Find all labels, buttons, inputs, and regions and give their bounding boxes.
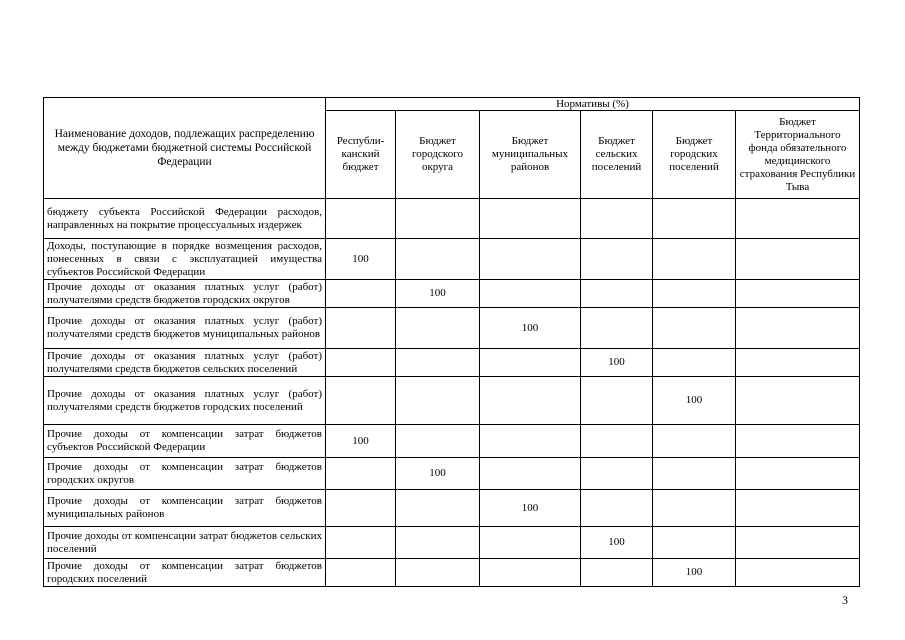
normative-value-cell: [581, 199, 653, 239]
normative-value-cell: [736, 349, 860, 377]
normative-value-cell: [326, 559, 396, 587]
normative-value-cell: [396, 239, 480, 280]
normative-value-cell: [480, 425, 581, 458]
normative-value-cell: [581, 280, 653, 308]
income-name-cell: Прочие доходы от компенсации затрат бюджетов городских поселений: [44, 559, 326, 587]
table-row: [44, 239, 860, 280]
normative-value-cell: [736, 490, 860, 527]
normative-value-cell: [396, 349, 480, 377]
normative-value-cell: [736, 308, 860, 349]
normative-value-cell: [326, 490, 396, 527]
normative-value-cell: [396, 527, 480, 559]
normative-value-cell: [396, 308, 480, 349]
normative-value-cell: [736, 280, 860, 308]
normatives-table: [43, 97, 860, 587]
income-name-cell: Прочие доходы от оказания платных услуг (работ) получателями средств бюджетов муниципальных районов: [44, 308, 326, 349]
income-name-cell: Прочие доходы от компенсации затрат бюджетов субъектов Российской Федерации: [44, 425, 326, 458]
normative-value-cell: [480, 239, 581, 280]
normative-value-cell: [480, 559, 581, 587]
header-col-municipal-districts: Бюджет муниципальных районов: [480, 111, 581, 199]
normative-value-cell: [326, 280, 396, 308]
normative-value-cell: [736, 425, 860, 458]
normative-value-cell: 100: [396, 280, 480, 308]
normative-value-cell: [326, 527, 396, 559]
normative-value-cell: 100: [480, 490, 581, 527]
normative-value-cell: 100: [326, 425, 396, 458]
normative-value-cell: [653, 199, 736, 239]
normative-value-cell: [581, 490, 653, 527]
normative-value-cell: [736, 377, 860, 425]
income-name-cell: Прочие доходы от компенсации затрат бюджетов муниципальных районов: [44, 490, 326, 527]
normative-value-cell: 100: [581, 349, 653, 377]
normative-value-cell: [736, 458, 860, 490]
normative-value-cell: [480, 280, 581, 308]
page-number: 3: [842, 593, 848, 607]
normative-value-cell: [396, 199, 480, 239]
normative-value-cell: [653, 308, 736, 349]
header-normatives-group: Нормативы (%): [326, 98, 860, 111]
normative-value-cell: [736, 559, 860, 587]
income-name-cell: Прочие доходы от оказания платных услуг (работ) получателями средств бюджетов городских поселений: [44, 377, 326, 425]
income-name-cell: Прочие доходы от компенсации затрат бюджетов городских округов: [44, 458, 326, 490]
table-row: [44, 458, 860, 490]
header-col-republican: Республи-канский бюджет: [326, 111, 396, 199]
normative-value-cell: [396, 377, 480, 425]
header-col-urban-settlements: Бюджет городских поселений: [653, 111, 736, 199]
normative-value-cell: [396, 425, 480, 458]
table-row: [44, 527, 860, 559]
normative-value-cell: [736, 527, 860, 559]
income-name-cell: Прочие доходы от оказания платных услуг (работ) получателями средств бюджетов городских округов: [44, 280, 326, 308]
normative-value-cell: [653, 490, 736, 527]
normative-value-cell: [653, 349, 736, 377]
table-row: [44, 280, 860, 308]
normative-value-cell: [581, 425, 653, 458]
normative-value-cell: [653, 527, 736, 559]
table-row: [44, 559, 860, 587]
normative-value-cell: [581, 559, 653, 587]
normative-value-cell: 100: [653, 377, 736, 425]
normative-value-cell: [653, 458, 736, 490]
normative-value-cell: [480, 527, 581, 559]
normative-value-cell: [326, 458, 396, 490]
table-row: [44, 308, 860, 349]
table-row: [44, 199, 860, 239]
normative-value-cell: [480, 199, 581, 239]
normative-value-cell: [326, 377, 396, 425]
normative-value-cell: [581, 458, 653, 490]
header-col-city-district: Бюджет городского округа: [396, 111, 480, 199]
table-body: [44, 199, 860, 587]
normative-value-cell: 100: [581, 527, 653, 559]
normative-value-cell: 100: [396, 458, 480, 490]
income-name-cell: Прочие доходы от компенсации затрат бюджетов сельских поселений: [44, 527, 326, 559]
normative-value-cell: [581, 239, 653, 280]
income-name-cell: Прочие доходы от оказания платных услуг (работ) получателями средств бюджетов сельских поселений: [44, 349, 326, 377]
income-name-cell: Доходы, поступающие в порядке возмещения расходов, понесенных в связи с эксплуатацией имущества субъектов Российской Федерации: [44, 239, 326, 280]
normative-value-cell: [326, 308, 396, 349]
header-col-health-fund: Бюджет Территориального фонда обязательного медицинского страхования Республики Тыва: [736, 111, 860, 199]
normative-value-cell: [326, 199, 396, 239]
normative-value-cell: [326, 349, 396, 377]
normative-value-cell: [736, 239, 860, 280]
normative-value-cell: 100: [653, 559, 736, 587]
table-row: [44, 349, 860, 377]
normative-value-cell: [736, 199, 860, 239]
normative-value-cell: [480, 349, 581, 377]
table-row: [44, 377, 860, 425]
normative-value-cell: [653, 239, 736, 280]
normative-value-cell: 100: [480, 308, 581, 349]
normative-value-cell: [396, 559, 480, 587]
normative-value-cell: 100: [326, 239, 396, 280]
normative-value-cell: [581, 377, 653, 425]
normative-value-cell: [396, 490, 480, 527]
normative-value-cell: [581, 308, 653, 349]
table-row: [44, 490, 860, 527]
header-col-rural-settlements: Бюджет сельских поселений: [581, 111, 653, 199]
table-row: [44, 425, 860, 458]
normative-value-cell: [480, 377, 581, 425]
normative-value-cell: [653, 425, 736, 458]
income-name-cell: бюджету субъекта Российской Федерации расходов, направленных на покрытие процессуальных издержек: [44, 199, 326, 239]
normative-value-cell: [480, 458, 581, 490]
normative-value-cell: [653, 280, 736, 308]
header-income-name: Наименование доходов, подлежащих распределению между бюджетами бюджетной системы Российской Федерации: [44, 98, 326, 199]
